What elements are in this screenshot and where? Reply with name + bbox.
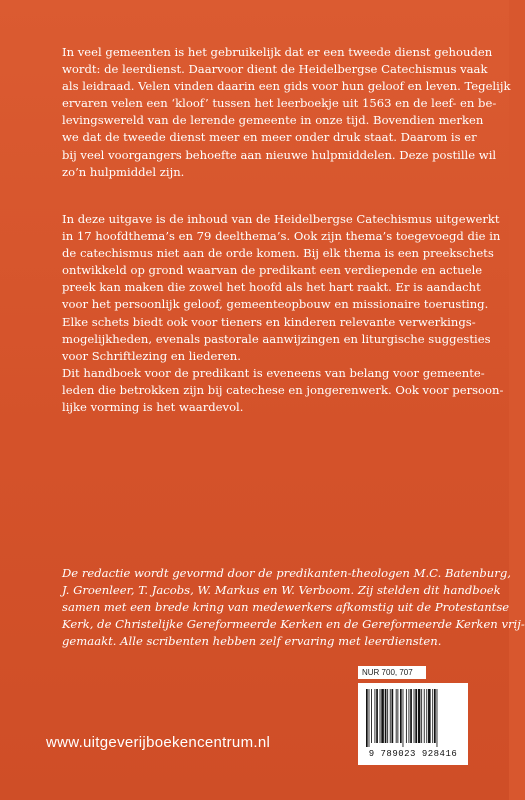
text-line: gemaakt. Alle scribenten hebben zelf ervaring met leerdiensten. — [62, 634, 442, 649]
editors-paragraph — [62, 565, 525, 650]
text-line: In deze uitgave is de inhoud van de Heidelbergse Catechismus uitgewerkt — [62, 212, 500, 226]
text-line: als leidraad. Velen vinden daarin een gids voor hun geloof en leven. Tegelijk — [62, 79, 511, 94]
text-line: bij veel voorgangers behoefte aan nieuwe hulpmiddelen. Deze postille wil — [62, 147, 497, 162]
text-line: preek kan maken die zowel het hoofd als het hart raakt. Er is aandacht — [62, 280, 481, 295]
text-line: leden die betrokken zijn bij catechese en jongerenwerk. Ook voor persoon- — [62, 382, 504, 397]
text-line: Kerk, de Christelijke Gereformeerde Kerken en de Gereformeerde Kerken vrij- — [62, 617, 525, 632]
text-line: J. Groenleer, T. Jacobs, W. Markus en W. Verboom. Zij stelden dit handboek — [62, 583, 501, 598]
text-line: de catechismus niet aan de orde komen. Bij elk thema is een preekschets — [62, 246, 494, 261]
content-paragraph — [62, 211, 504, 416]
text-line: wordt: de leerdienst. Daarvoor dient de Heidelbergse Catechismus vaak — [62, 62, 488, 77]
text-line: samen met een brede kring van medewerkers afkomstig uit de Protestantse — [62, 600, 510, 615]
barcode-bars — [366, 689, 460, 747]
intro-paragraph — [62, 44, 511, 181]
text-line: voor het persoonlijk geloof, gemeenteopbouw en missionaire toerusting. — [62, 297, 489, 312]
text-line: lijke vorming is het waardevol. — [62, 400, 244, 415]
text-line: Dit handboek voor de predikant is eveneens van belang voor gemeente- — [62, 365, 485, 380]
text-line: voor Schriftlezing en liederen. — [62, 348, 241, 363]
text-line: we dat de tweede dienst meer en meer onder druk staat. Daarom is er — [62, 130, 477, 145]
text-line: mogelijkheden, evenals pastorale aanwijzingen en liturgische suggesties — [62, 331, 491, 346]
isbn-number: 9 789023 928416 — [368, 749, 458, 759]
text-line: De redactie wordt gevormd door de predikanten-theologen M.C. Batenburg, — [62, 566, 511, 580]
text-line: in 17 hoofdthema’s en 79 deelthema’s. Ook zijn thema’s toegevoegd die in — [62, 229, 501, 244]
text-line: In veel gemeenten is het gebruikelijk dat er een tweede dienst gehouden — [62, 45, 493, 59]
barcode — [358, 683, 468, 765]
text-line: ervaren velen een ‘kloof’ tussen het leerboekje uit 1563 en de leef- en be- — [62, 96, 497, 111]
text-line: zo’n hulpmiddel zijn. — [62, 164, 185, 179]
text-line: Elke schets biedt ook voor tieners en kinderen relevante verwerkings- — [62, 314, 476, 329]
publisher-website: www.uitgeverijboekencentrum.nl — [46, 734, 271, 751]
text-line: ontwikkeld op grond waarvan de predikant een verdiepende en actuele — [62, 263, 483, 278]
text-line: levingswereld van de lerende gemeente in onze tijd. Bovendien merken — [62, 113, 484, 128]
nur-code: NUR 700, 707 — [358, 666, 426, 679]
